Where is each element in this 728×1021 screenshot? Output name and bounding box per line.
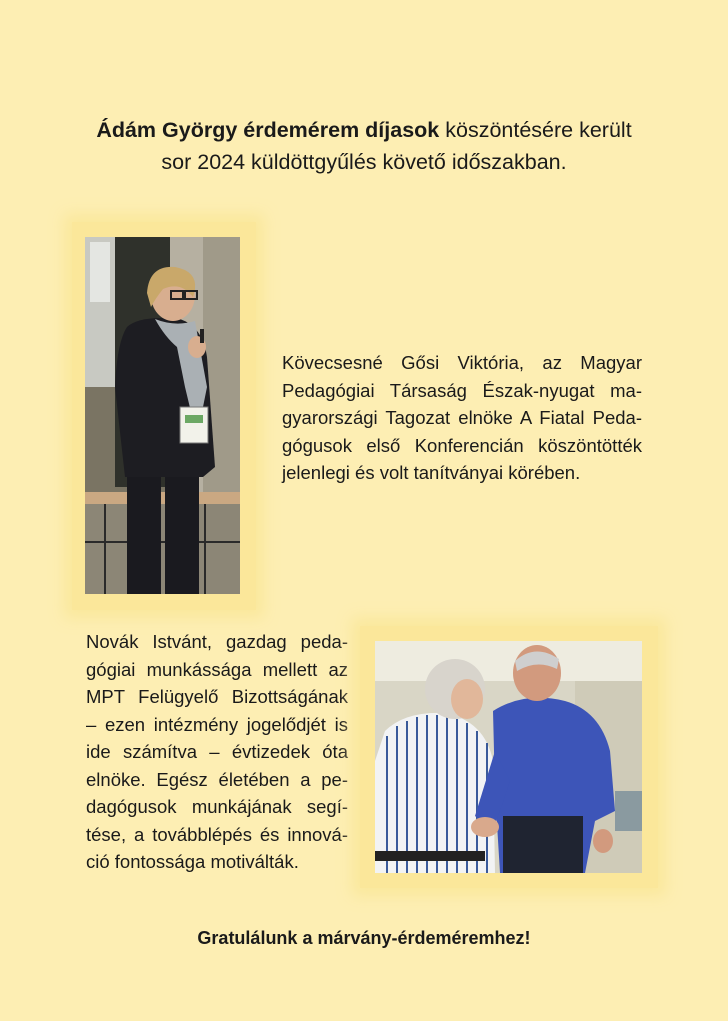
speaker-photo-illustration	[85, 237, 240, 594]
intro-bold: Ádám György érdemérem díjasok	[96, 118, 440, 142]
paragraph1-line: gógusok első Konferencián köszöntötték	[282, 434, 642, 456]
paragraph2-line: ció fontossága motiválták.	[86, 851, 299, 872]
paragraph-speaker	[282, 349, 642, 487]
paragraph2-line: elnöke. Egész életében a pe-	[86, 768, 348, 790]
intro-line-2: sor 2024 küldöttgyűlés követő időszakban.	[161, 150, 567, 174]
paragraph2-line: MPT Felügyelő Bizottságának	[86, 686, 348, 707]
closing-congratulation: Gratulálunk a márvány-érdeméremhez!	[197, 928, 531, 948]
paragraph2-line: dagógusok munkájának segí-	[86, 796, 348, 817]
paragraph1-line: jelenlegi és volt tanítványai körében.	[282, 462, 581, 483]
paragraph1-line: gyarországi Tagozat elnöke A Fiatal Peda-	[282, 407, 642, 428]
photo-handshake	[375, 641, 642, 873]
paragraph2-line: Novák Istvánt, gazdag peda-	[86, 631, 348, 652]
intro-line-1-rest: köszöntésére került	[439, 118, 632, 142]
paragraph-novak	[86, 628, 348, 876]
paragraph1-line: Kövecsesné Gősi Viktória, az Magyar	[282, 352, 642, 373]
intro-text	[60, 114, 668, 178]
paragraph2-line: ide számítva – évtizedek óta	[86, 741, 348, 762]
photo-speaker	[85, 237, 240, 594]
paragraph2-line: tése, a továbblépés és innová-	[86, 823, 348, 845]
paragraph2-line: – ezen intézmény jogelődjét is	[86, 713, 348, 735]
handshake-photo-illustration	[375, 641, 642, 873]
intro-line-1	[60, 114, 668, 146]
paragraph2-line: gógiai munkássága mellett az	[86, 658, 348, 680]
paragraph1-line: Pedagógiai Társaság Észak-nyugat ma-	[282, 379, 642, 401]
